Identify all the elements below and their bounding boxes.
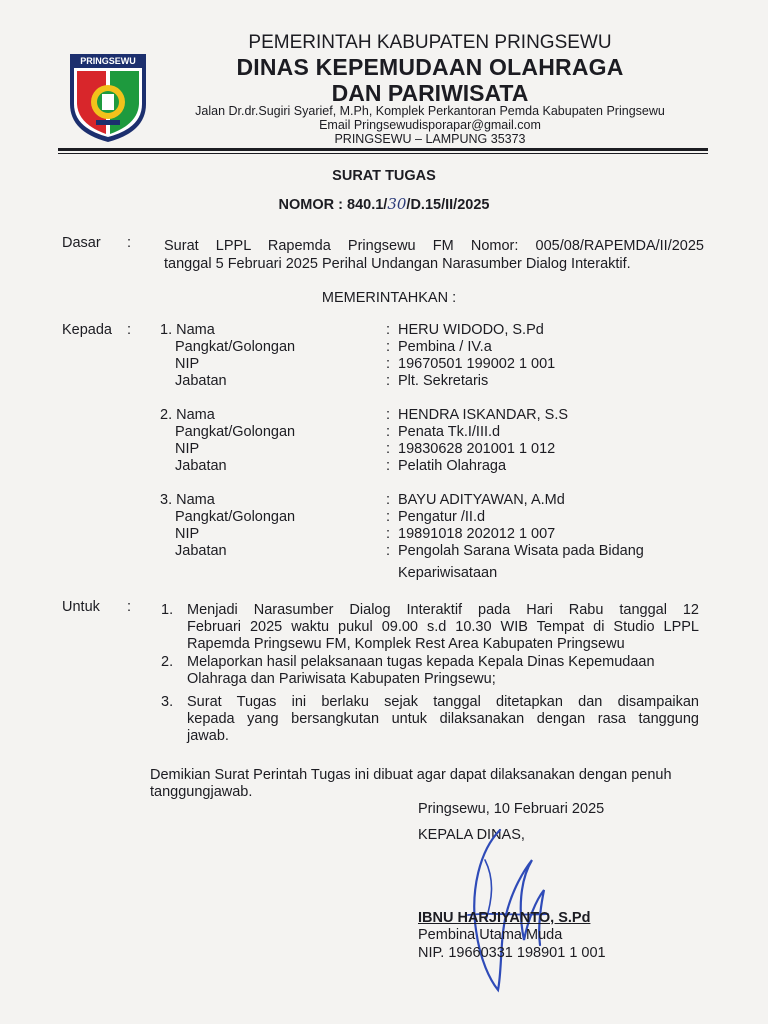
header-government: PEMERINTAH KABUPATEN PRINGSEWU [248, 32, 612, 53]
document-number [0, 195, 768, 213]
untuk-colon: : [127, 599, 132, 615]
dasar-label: Dasar [62, 235, 101, 251]
header-address: Jalan Dr.dr.Sugiri Syarief, M.Ph, Komplek Perkantoran Pemda Kabupaten Pringsewu [195, 104, 665, 118]
header-agency-line1: DINAS KEPEMUDAAN OLAHRAGA [236, 54, 624, 80]
person3-colon: : [386, 543, 391, 559]
memerintahkan-heading: MEMERINTAHKAN : [321, 290, 457, 306]
untuk-item1-num: 1. [161, 602, 174, 618]
person1-jabatan: Plt. Sekretaris [398, 373, 489, 389]
person3-colon: : [386, 492, 391, 508]
signatory-name: IBNU HARJIYANTO, S.Pd [418, 910, 591, 926]
header-city: PRINGSEWU – LAMPUNG 35373 [334, 132, 526, 146]
person3-pangkat-label: Pangkat/Golongan [175, 509, 296, 525]
person1-pangkat: Pembina / IV.a [398, 339, 492, 355]
header-agency-line2: DAN PARIWISATA [331, 80, 529, 106]
signatory-rank: Pembina Utama Muda [418, 927, 563, 943]
person2-name-label: 2. Nama [160, 407, 215, 423]
untuk-item1-line3: Rapemda Pringsewu FM, Komplek Rest Area Kabupaten Pringsewu [187, 636, 625, 652]
person2-nip-label: NIP [175, 441, 200, 457]
person1-nip: 19670501 199002 1 001 [398, 356, 556, 372]
document-number-prefix: NOMOR : 840.1/ [278, 197, 388, 213]
document-number-suffix: /D.15/II/2025 [406, 197, 490, 213]
person3-pangkat: Pengatur /II.d [398, 509, 486, 525]
untuk-item1-line2: Februari 2025 waktu pukul 09.00 s.d 10.30 WIB Tempat di Studio LPPL [187, 619, 699, 635]
untuk-item3-line1: Surat Tugas ini berlaku sejak tanggal ditetapkan dan disampaikan [187, 694, 699, 710]
header-email: Email Pringsewudisporapar@gmail.com [319, 118, 541, 132]
signature-position: KEPALA DINAS, [418, 827, 525, 843]
header-divider-thick [58, 148, 708, 151]
person2-jabatan-label: Jabatan [175, 458, 227, 474]
kepada-colon: : [127, 322, 132, 338]
person3-jabatan: Pengolah Sarana Wisata pada Bidang [398, 543, 644, 559]
dasar-line2: tanggal 5 Februari 2025 Perihal Undangan Narasumber Dialog Interaktif. [164, 256, 631, 272]
person2-nip: 19830628 201001 1 012 [398, 441, 556, 457]
person1-colon: : [386, 339, 391, 355]
person2-colon: : [386, 441, 391, 457]
untuk-label: Untuk [62, 599, 100, 615]
header-divider-thin [58, 153, 708, 154]
untuk-item3-num: 3. [161, 694, 174, 710]
person2-colon: : [386, 407, 391, 423]
person3-name: BAYU ADITYAWAN, A.Md [398, 492, 565, 508]
person1-name: HERU WIDODO, S.Pd [398, 322, 544, 338]
closing-line2: tanggungjawab. [150, 784, 253, 800]
person3-nip-label: NIP [175, 526, 200, 542]
document-number-handwritten: 30 [387, 195, 407, 213]
person3-colon: : [386, 526, 391, 542]
untuk-item2-num: 2. [161, 654, 174, 670]
dasar-colon: : [127, 235, 132, 251]
dasar-line1: Surat LPPL Rapemda Pringsewu FM Nomor: 005/08/RAPEMDA/II/2025 [164, 238, 704, 254]
person1-name-label: 1. Nama [160, 322, 215, 338]
person3-nip: 19891018 202012 1 007 [398, 526, 556, 542]
person2-pangkat-label: Pangkat/Golongan [175, 424, 296, 440]
person2-name: HENDRA ISKANDAR, S.S [398, 407, 569, 423]
svg-text:PRINGSEWU: PRINGSEWU [80, 56, 136, 66]
untuk-item2-line1: Melaporkan hasil pelaksanaan tugas kepada Kepala Dinas Kepemudaan [187, 654, 655, 670]
person1-colon: : [386, 373, 391, 389]
person1-pangkat-label: Pangkat/Golongan [175, 339, 296, 355]
untuk-item3-line3: jawab. [187, 728, 229, 744]
person1-nip-label: NIP [175, 356, 200, 372]
signatory-nip: NIP. 19660331 198901 1 001 [418, 945, 606, 961]
untuk-item2-line2: Olahraga dan Pariwisata Kabupaten Pringsewu; [187, 671, 496, 687]
person3-colon: : [386, 509, 391, 525]
person2-pangkat: Penata Tk.I/III.d [398, 424, 501, 440]
person2-jabatan: Pelatih Olahraga [398, 458, 507, 474]
untuk-item3-line2: kepada yang bersangkutan untuk dilaksanakan dengan rasa tanggung [187, 711, 699, 727]
person3-name-label: 3. Nama [160, 492, 215, 508]
untuk-item1-line1: Menjadi Narasumber Dialog Interaktif pada Hari Rabu tanggal 12 [187, 602, 699, 618]
person2-colon: : [386, 458, 391, 474]
pringsewu-logo [66, 52, 150, 144]
closing-line1: Demikian Surat Perintah Tugas ini dibuat agar dapat dilaksanakan dengan penuh [150, 767, 672, 783]
person3-jabatan-cont: Kepariwisataan [398, 565, 498, 581]
person2-colon: : [386, 424, 391, 440]
kepada-label: Kepada [62, 322, 112, 338]
person1-colon: : [386, 322, 391, 338]
person1-jabatan-label: Jabatan [175, 373, 227, 389]
person1-colon: : [386, 356, 391, 372]
document-title: SURAT TUGAS [332, 168, 436, 184]
signature-place-date: Pringsewu, 10 Februari 2025 [418, 801, 605, 817]
person3-jabatan-label: Jabatan [175, 543, 227, 559]
